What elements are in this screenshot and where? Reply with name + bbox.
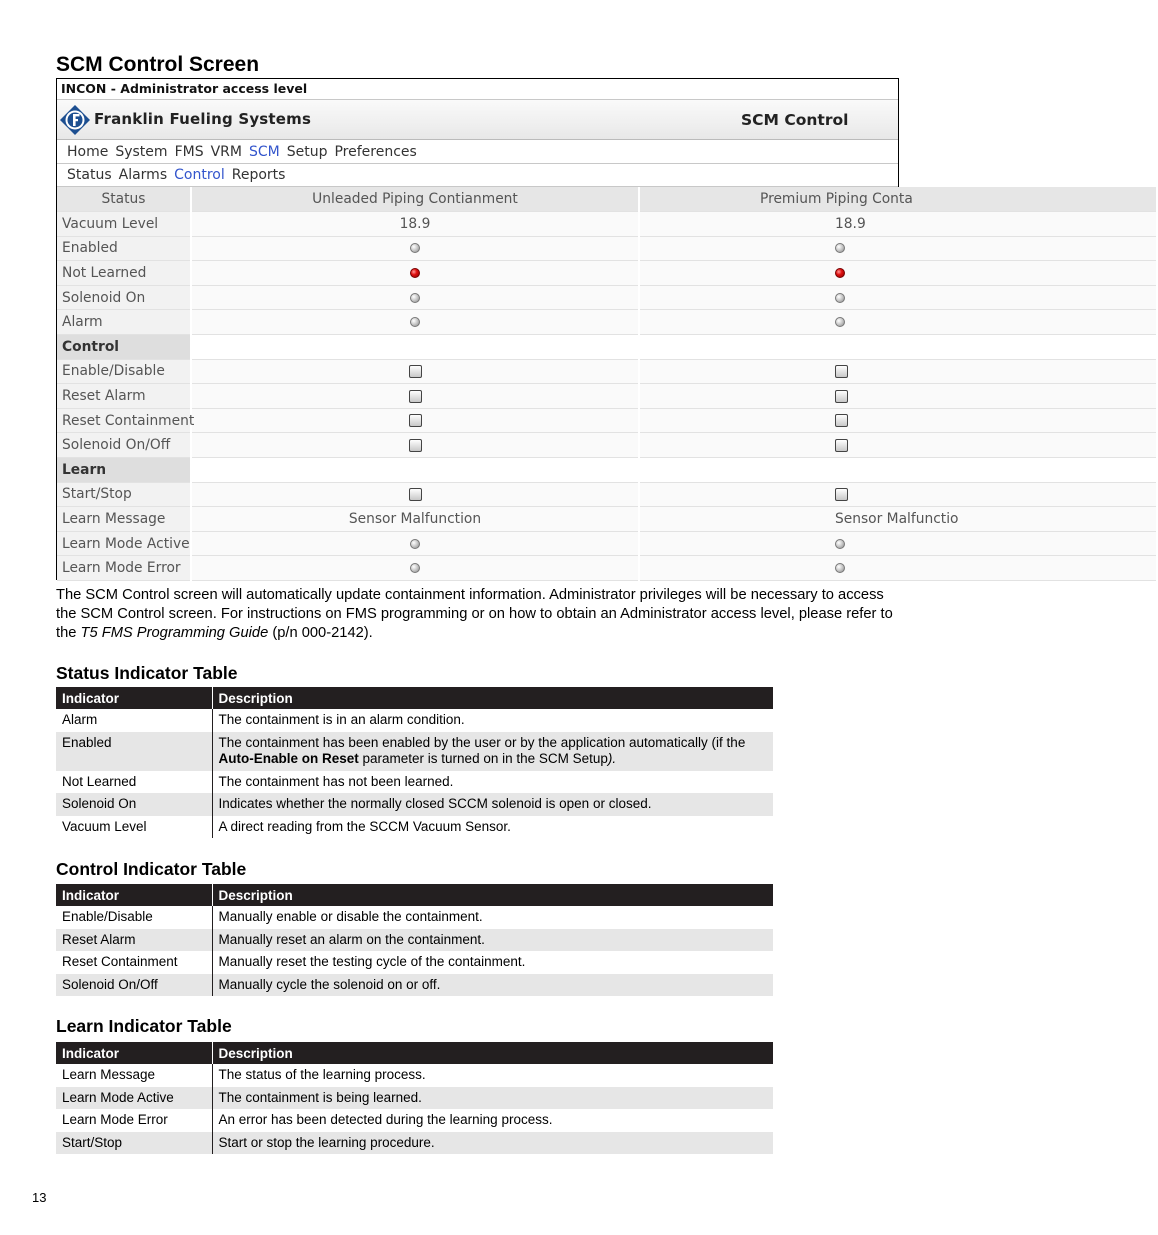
grid-row-label: Solenoid On/Off [57, 433, 191, 458]
description-paragraph [56, 586, 906, 643]
table-row [56, 793, 773, 816]
grid-row-control [57, 335, 1157, 360]
indicator-cell: Alarm [56, 709, 212, 732]
grid-row-label: Learn [57, 458, 191, 483]
table-row [56, 929, 773, 952]
checkbox[interactable] [835, 390, 848, 403]
main-menu [57, 140, 898, 164]
grid-row-label: Alarm [57, 310, 191, 335]
menu-item-preferences[interactable]: Preferences [334, 144, 417, 160]
grid-cell-premium [639, 285, 1157, 310]
access-level-bar: INCON - Administrator access level [57, 79, 898, 100]
description-cell: The containment is in an alarm condition. [212, 709, 773, 732]
grid-row-label: Enabled [57, 236, 191, 261]
grid-cell-unleaded [191, 261, 639, 286]
paragraph-tail: (p/n 000-2142). [268, 625, 373, 641]
status-indicator-table [56, 687, 773, 838]
control-table-title: Control Indicator Table [56, 859, 247, 879]
indicator-cell: Learn Mode Active [56, 1087, 212, 1110]
col-indicator: Indicator [56, 884, 212, 906]
sub-menu [57, 164, 898, 187]
grid-row-label: Control [57, 335, 191, 360]
screen-name: SCM Control [741, 111, 849, 129]
red-led-icon [410, 268, 420, 278]
description-cell: Manually reset the testing cycle of the containment. [212, 951, 773, 974]
status-table-title: Status Indicator Table [56, 663, 238, 683]
page-title: SCM Control Screen [56, 53, 260, 76]
indicator-cell: Vacuum Level [56, 816, 212, 839]
grid-section-blank [191, 335, 639, 360]
grid-cell-premium: 18.9 [639, 212, 1157, 237]
grid-cell-unleaded: 18.9 [191, 212, 639, 237]
col-description: Description [212, 884, 773, 906]
table-row [56, 951, 773, 974]
grid-cell-unleaded [191, 285, 639, 310]
grid-header-status: Status [57, 187, 191, 212]
table-row [56, 906, 773, 929]
grid-row-not-learned [57, 261, 1157, 286]
guide-title: T5 FMS Programming Guide [80, 625, 269, 641]
grey-led-icon [410, 317, 420, 327]
col-description: Description [212, 1042, 773, 1064]
learn-indicator-table [56, 1042, 773, 1154]
grid-row-label: Solenoid On [57, 285, 191, 310]
grid-cell-premium [639, 408, 1157, 433]
submenu-item-alarms[interactable]: Alarms [118, 167, 168, 183]
grey-led-icon [410, 243, 420, 253]
indicator-cell: Not Learned [56, 771, 212, 794]
grid-cell-unleaded [191, 433, 639, 458]
grid-cell-unleaded [191, 359, 639, 384]
table-header-row [56, 687, 773, 709]
checkbox[interactable] [409, 488, 422, 501]
grid-row-label: Vacuum Level [57, 212, 191, 237]
grid-cell-unleaded [191, 531, 639, 556]
checkbox[interactable] [835, 365, 848, 378]
grid-cell-unleaded: Sensor Malfunction [191, 507, 639, 532]
table-header-row [56, 1042, 773, 1064]
learn-table-title: Learn Indicator Table [56, 1016, 232, 1036]
menu-item-scm[interactable]: SCM [248, 144, 280, 160]
menu-item-setup[interactable]: Setup [286, 144, 328, 160]
brand-name: Franklin Fueling Systems [94, 110, 312, 128]
grid-row-label: Reset Containment [57, 408, 191, 433]
description-cell: Indicates whether the normally closed SCCM solenoid is open or closed. [212, 793, 773, 816]
table-row [56, 1064, 773, 1087]
grid-row-learn-message [57, 507, 1157, 532]
description-cell: Manually enable or disable the containment. [212, 906, 773, 929]
submenu-item-status[interactable]: Status [67, 167, 112, 183]
grid-cell-premium [639, 531, 1157, 556]
grid-row-label: Enable/Disable [57, 359, 191, 384]
table-row [56, 1132, 773, 1155]
grid-row-label: Learn Message [57, 507, 191, 532]
grey-led-icon [835, 563, 845, 573]
table-row [56, 1109, 773, 1132]
indicator-cell: Learn Message [56, 1064, 212, 1087]
grid-cell-unleaded [191, 482, 639, 507]
description-cell: A direct reading from the SCCM Vacuum Sensor. [212, 816, 773, 839]
grid-row-reset-containment [57, 408, 1157, 433]
grid-cell-premium [639, 261, 1157, 286]
scm-control-screenshot [56, 78, 959, 580]
grid-cell-premium [639, 310, 1157, 335]
red-led-icon [835, 268, 845, 278]
grid-cell-premium [639, 359, 1157, 384]
description-cell: An error has been detected during the learning process. [212, 1109, 773, 1132]
grid-row-label: Learn Mode Error [57, 556, 191, 581]
grid-row-label: Not Learned [57, 261, 191, 286]
description-cell: The containment is being learned. [212, 1087, 773, 1110]
grid-section-blank [639, 458, 1157, 483]
menu-item-fms[interactable]: FMS [174, 144, 204, 160]
indicator-cell: Solenoid On/Off [56, 974, 212, 997]
grid-section-blank [639, 335, 1157, 360]
grid-row-label: Start/Stop [57, 482, 191, 507]
checkbox[interactable] [835, 414, 848, 427]
table-row [56, 732, 773, 771]
table-row [56, 816, 773, 839]
indicator-cell: Solenoid On [56, 793, 212, 816]
grey-led-icon [835, 243, 845, 253]
grey-led-icon [410, 293, 420, 303]
table-row [56, 709, 773, 732]
checkbox[interactable] [835, 439, 848, 452]
checkbox[interactable] [409, 439, 422, 452]
grey-led-icon [835, 293, 845, 303]
description-cell: Manually reset an alarm on the containment. [212, 929, 773, 952]
grey-led-icon [835, 539, 845, 549]
paragraph-text: The SCM Control screen will automatically update containment information. Administrator privileges will be necessary to access the SCM Control screen. For instructions on FMS programming or on how to obtain an Administrator access level, please refer to the [56, 587, 893, 641]
grid-cell-unleaded [191, 408, 639, 433]
indicator-cell: Start/Stop [56, 1132, 212, 1155]
grid-cell-premium [639, 433, 1157, 458]
grid-cell-unleaded [191, 556, 639, 581]
page-number: 13 [32, 1190, 47, 1205]
grid-cell-premium [639, 236, 1157, 261]
grid-cell-unleaded [191, 236, 639, 261]
grid-header-row [57, 187, 1157, 212]
scm-grid [57, 187, 1158, 581]
grid-cell-premium [639, 384, 1157, 409]
grid-cell-unleaded [191, 310, 639, 335]
menu-item-vrm[interactable]: VRM [210, 144, 242, 160]
description-cell [212, 732, 773, 771]
grid-row-label: Learn Mode Active [57, 531, 191, 556]
grid-cell-premium [639, 556, 1157, 581]
indicator-cell: Enabled [56, 732, 212, 771]
grid-row-solenoid-on-off [57, 433, 1157, 458]
grid-row-enable-disable [57, 359, 1157, 384]
checkbox[interactable] [409, 365, 422, 378]
description-cell: The status of the learning process. [212, 1064, 773, 1087]
indicator-cell: Reset Alarm [56, 929, 212, 952]
grid-section-blank [191, 458, 639, 483]
description-text: parameter is turned on in the SCM Setup [358, 751, 608, 766]
grid-header-premium: Premium Piping Conta [639, 187, 1157, 212]
checkbox[interactable] [835, 488, 848, 501]
description-cell: Start or stop the learning procedure. [212, 1132, 773, 1155]
grid-row-learn [57, 458, 1157, 483]
brand-header [57, 100, 898, 140]
grid-row-enabled [57, 236, 1157, 261]
description-bold: Auto-Enable on Reset [218, 751, 359, 766]
grey-led-icon [410, 563, 420, 573]
grid-row-reset-alarm [57, 384, 1157, 409]
submenu-item-control[interactable]: Control [174, 167, 225, 183]
grey-led-icon [835, 317, 845, 327]
submenu-item-reports[interactable]: Reports [231, 167, 286, 183]
grid-row-solenoid-on [57, 285, 1157, 310]
table-header-row [56, 884, 773, 906]
indicator-cell: Reset Containment [56, 951, 212, 974]
menu-item-home[interactable]: Home [67, 144, 109, 160]
control-indicator-table [56, 884, 773, 996]
description-cell: Manually cycle the solenoid on or off. [212, 974, 773, 997]
table-row [56, 771, 773, 794]
indicator-cell: Learn Mode Error [56, 1109, 212, 1132]
franklin-logo-icon [59, 104, 91, 136]
grid-cell-unleaded [191, 384, 639, 409]
grid-row-alarm [57, 310, 1157, 335]
grid-row-start-stop [57, 482, 1157, 507]
checkbox[interactable] [409, 414, 422, 427]
indicator-cell: Enable/Disable [56, 906, 212, 929]
checkbox[interactable] [409, 390, 422, 403]
grid-row-vacuum-level [57, 212, 1157, 237]
grid-header-unleaded: Unleaded Piping Contianment [191, 187, 639, 212]
description-tail: ). [607, 751, 617, 766]
description-cell: The containment has not been learned. [212, 771, 773, 794]
col-description: Description [212, 687, 773, 709]
grey-led-icon [410, 539, 420, 549]
grid-row-learn-mode-active [57, 531, 1157, 556]
grid-cell-premium [639, 482, 1157, 507]
description-text: The containment has been enabled by the user or by the application automatically (if the [218, 734, 746, 750]
menu-item-system[interactable]: System [115, 144, 168, 160]
col-indicator: Indicator [56, 687, 212, 709]
grid-cell-premium: Sensor Malfunctio [639, 507, 1157, 532]
grid-row-learn-mode-error [57, 556, 1157, 581]
col-indicator: Indicator [56, 1042, 212, 1064]
table-row [56, 1087, 773, 1110]
table-row [56, 974, 773, 997]
grid-row-label: Reset Alarm [57, 384, 191, 409]
